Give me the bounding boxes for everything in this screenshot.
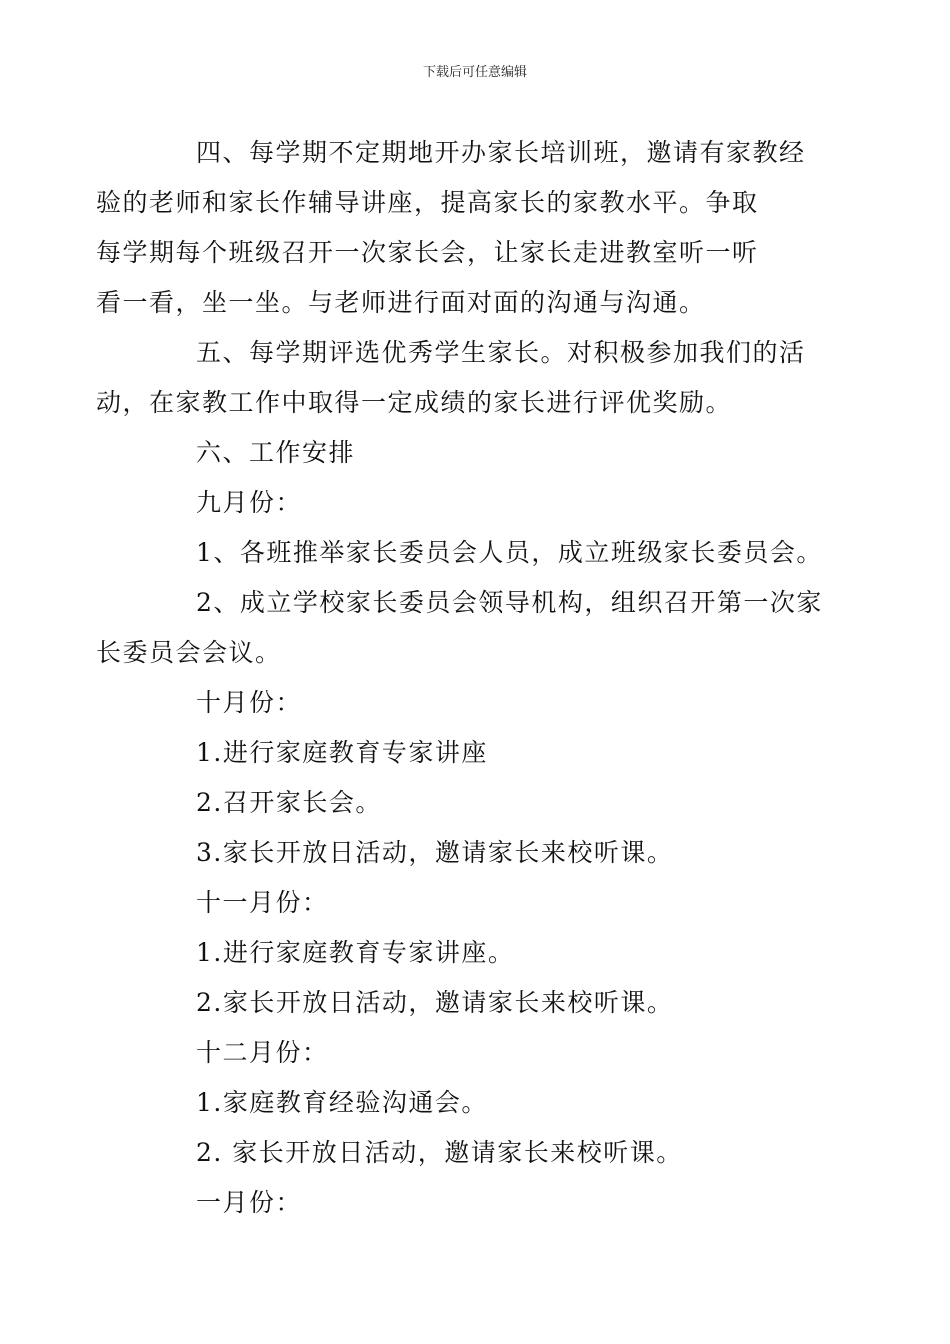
text-line: 十二月份： bbox=[196, 1038, 329, 1067]
page-header: 下载后可任意编辑 bbox=[422, 65, 527, 80]
text-line: 1.进行家庭教育专家讲座 bbox=[196, 738, 488, 767]
text-line: 四、每学期不定期地开办家长培训班，邀请有家教经 bbox=[196, 138, 806, 167]
text-line: 一月份： bbox=[196, 1188, 303, 1217]
list-item bbox=[96, 578, 823, 678]
text-line: 五、每学期评选优秀学生家长。对积极参加我们的活 bbox=[196, 338, 806, 367]
text-line: 十一月份： bbox=[196, 888, 329, 917]
list-item bbox=[146, 828, 811, 878]
month-heading-october bbox=[146, 678, 811, 728]
text-line: 2.召开家长会。 bbox=[196, 788, 382, 817]
text-line: 长委员会会议。 bbox=[96, 638, 282, 667]
text-line: 2. 家长开放日活动，邀请家长来校听课。 bbox=[196, 1138, 683, 1167]
list-item bbox=[146, 528, 823, 578]
list-item bbox=[146, 728, 811, 778]
month-heading-january bbox=[146, 1178, 811, 1228]
text-line: 1.进行家庭教育专家讲座。 bbox=[196, 938, 515, 967]
list-item bbox=[146, 1128, 811, 1178]
list-item bbox=[146, 928, 811, 978]
text-line: 3.家长开放日活动，邀请家长来校听课。 bbox=[196, 838, 674, 867]
month-heading-september bbox=[146, 478, 811, 528]
paragraph-parent-award bbox=[96, 328, 811, 428]
text-line: 九月份： bbox=[196, 488, 303, 517]
list-item bbox=[146, 1078, 811, 1128]
text-line: 十月份： bbox=[196, 688, 303, 717]
text-line: 看一看，坐一坐。与老师进行面对面的沟通与沟通。 bbox=[96, 288, 706, 317]
text-line: 每学期每个班级召开一次家长会，让家长走进教室听一听 bbox=[96, 238, 759, 267]
month-heading-december bbox=[146, 1028, 811, 1078]
text-line: 六、工作安排 bbox=[196, 438, 356, 467]
list-item bbox=[146, 978, 811, 1028]
text-line: 1.家庭教育经验沟通会。 bbox=[196, 1088, 488, 1117]
paragraph-parent-training bbox=[96, 128, 811, 328]
text-line: 2、成立学校家长委员会领导机构，组织召开第一次家 bbox=[196, 588, 823, 617]
text-line: 验的老师和家长作辅导讲座，提高家长的家教水平。争取 bbox=[96, 188, 759, 217]
text-line: 动，在家教工作中取得一定成绩的家长进行评优奖励。 bbox=[96, 388, 733, 417]
month-heading-november bbox=[146, 878, 811, 928]
list-item bbox=[146, 778, 811, 828]
document-body bbox=[96, 128, 823, 1228]
text-line: 2.家长开放日活动，邀请家长来校听课。 bbox=[196, 988, 674, 1017]
text-line: 1、各班推举家长委员会人员，成立班级家长委员会。 bbox=[196, 538, 823, 567]
section-heading-work-plan bbox=[146, 428, 811, 478]
